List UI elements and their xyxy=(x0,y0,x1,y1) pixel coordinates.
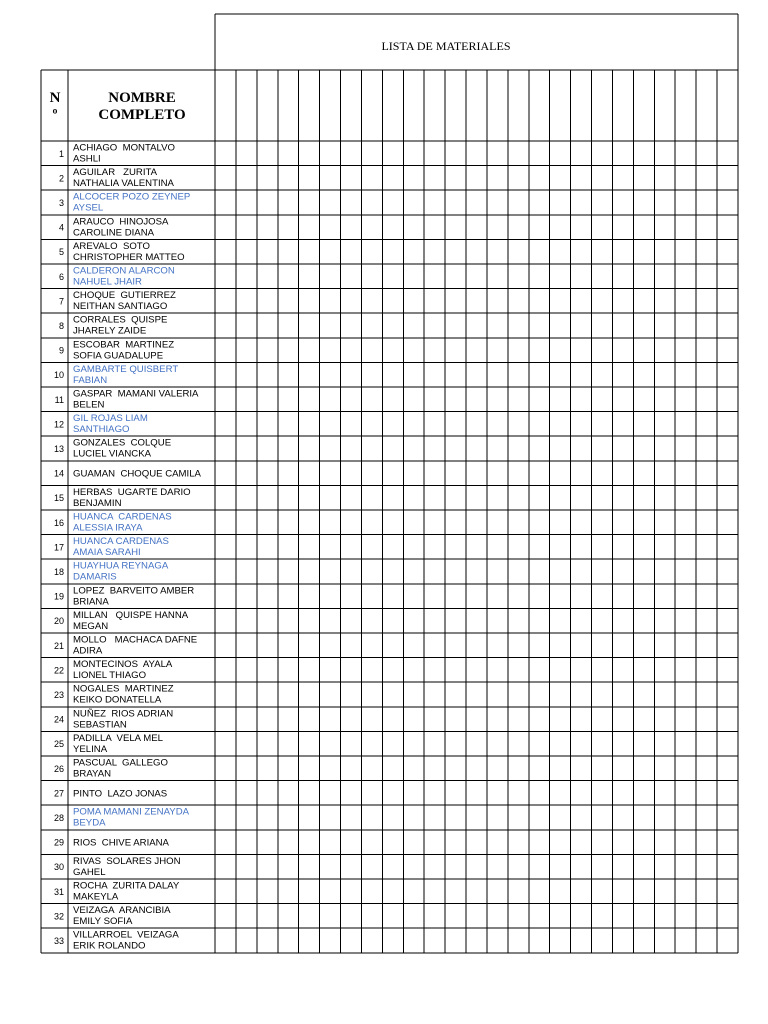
row-number: 24 xyxy=(53,714,64,725)
table-row xyxy=(54,635,197,657)
student-name-line1: HERBAS UGARTE DARIO xyxy=(73,486,191,498)
table-row xyxy=(54,881,180,903)
table-row xyxy=(54,438,171,460)
table-row xyxy=(54,585,194,607)
table-row xyxy=(54,469,202,480)
student-name-line1: HUAYHUA REYNAGA xyxy=(73,560,169,572)
number-header-line1: N xyxy=(49,90,61,106)
student-name-line1: GIL ROJAS LIAM xyxy=(73,413,148,425)
student-name-line2: AMAIA SARAHI xyxy=(73,547,141,559)
table-row xyxy=(54,788,167,799)
table-row xyxy=(54,610,189,632)
table-row xyxy=(59,339,174,361)
student-name-line2: ERIK ROLANDO xyxy=(73,940,146,952)
student-name-line1: MOLLO MACHACA DAFNE xyxy=(73,634,198,646)
row-number: 18 xyxy=(53,567,64,577)
table-row xyxy=(55,389,199,411)
student-name: RIOS CHIVE ARIANA xyxy=(73,837,169,849)
table-row xyxy=(54,512,172,534)
student-name-line2: MEGAN xyxy=(73,620,109,632)
student-name-line1: GAMBARTE QUISBERT xyxy=(73,363,179,375)
student-name: PINTO LAZO JONAS xyxy=(73,788,168,800)
table-row xyxy=(59,266,175,288)
student-name-line2: YELINA xyxy=(73,743,108,755)
row-number: 13 xyxy=(53,444,64,454)
row-number: 8 xyxy=(58,321,64,331)
student-name-line1: ROCHA ZURITA DALAY xyxy=(73,880,180,892)
student-name-line1: HUANCA CARDENAS xyxy=(73,536,169,548)
student-name-line1: HUANCA CARDENAS xyxy=(73,511,172,523)
table-row xyxy=(54,708,173,730)
table-row xyxy=(54,536,169,558)
student-name-line1: PADILLA VELA MEL xyxy=(73,732,163,744)
student-name-line2: ALESSIA IRAYA xyxy=(73,522,143,534)
table-row xyxy=(54,659,173,681)
number-header-line2: º xyxy=(52,107,58,123)
row-number: 6 xyxy=(58,271,64,282)
student-name-line1: POMA MAMANI ZENAYDA xyxy=(73,806,190,818)
student-name-line2: SOFIA GUADALUPE xyxy=(73,350,164,362)
row-number: 31 xyxy=(53,886,64,897)
student-name: GUAMAN CHOQUE CAMILA xyxy=(73,468,201,480)
row-number: 22 xyxy=(53,665,64,676)
student-name-line2: CHRISTOPHER MATTEO xyxy=(73,251,185,263)
student-name-line2: BEYDA xyxy=(73,817,106,829)
student-name-line2: BRAYAN xyxy=(73,768,112,780)
row-number: 15 xyxy=(53,493,64,504)
row-number: 29 xyxy=(53,837,64,848)
row-number: 33 xyxy=(53,936,64,946)
row-number: 30 xyxy=(53,862,64,873)
student-name-line1: AGUILAR ZURITA xyxy=(73,167,158,179)
table-row xyxy=(54,487,191,509)
row-number: 14 xyxy=(53,468,64,479)
table-row xyxy=(54,733,164,755)
table-row xyxy=(54,758,168,780)
row-number: 20 xyxy=(53,616,64,627)
student-name-line1: ARAUCO HINOJOSA xyxy=(73,216,169,228)
student-name-line1: NUÑEZ RIOS ADRIAN xyxy=(73,708,174,720)
row-number: 3 xyxy=(58,198,64,208)
student-name-line1: MONTECINOS AYALA xyxy=(73,659,173,671)
student-name-line1: CALDERON ALARCON xyxy=(73,265,175,277)
row-number: 2 xyxy=(58,173,64,184)
student-name-line1: LOPEZ BARVEITO AMBER xyxy=(73,585,195,597)
student-name-line2: ADIRA xyxy=(73,645,103,657)
student-name-line2: AYSEL xyxy=(73,202,104,214)
student-name-line2: CAROLINE DIANA xyxy=(73,227,155,239)
student-name-line2: BENJAMIN xyxy=(73,497,122,509)
student-name-line1: CHOQUE GUTIERREZ xyxy=(73,290,176,302)
table-row xyxy=(59,192,190,214)
table-row xyxy=(59,290,176,312)
table-row xyxy=(54,807,190,829)
table-row xyxy=(54,364,178,386)
name-header-line1: NOMBRE xyxy=(108,90,176,106)
row-number: 28 xyxy=(53,813,64,823)
student-name-line1: GONZALES COLQUE xyxy=(73,437,172,449)
row-number: 4 xyxy=(58,222,64,233)
student-name-line2: BRIANA xyxy=(73,596,109,608)
student-name-line2: NEITHAN SANTIAGO xyxy=(73,301,168,313)
row-number: 12 xyxy=(53,419,64,430)
table-row xyxy=(54,930,179,952)
table-row xyxy=(59,315,167,337)
student-name-line1: AREVALO SOTO xyxy=(73,240,150,252)
student-name-line2: KEIKO DONATELLA xyxy=(73,694,162,706)
row-number: 19 xyxy=(53,591,64,602)
table-row xyxy=(59,143,175,165)
student-name-line2: FABIAN xyxy=(73,374,108,386)
student-name-line2: SANTHIAGO xyxy=(73,424,130,436)
table-row xyxy=(59,167,175,189)
student-name-line2: EMILY SOFIA xyxy=(73,916,133,928)
table-row xyxy=(54,561,169,583)
student-name-line2: ASHLI xyxy=(73,153,101,165)
row-number: 7 xyxy=(58,296,64,307)
row-number: 16 xyxy=(53,517,64,528)
student-name-line2: JHARELY ZAIDE xyxy=(73,325,147,337)
student-name-line1: RIVAS SOLARES JHON xyxy=(73,855,181,867)
student-name-line2: NAHUEL JHAIR xyxy=(73,276,142,288)
row-number: 17 xyxy=(53,542,64,553)
row-number: 5 xyxy=(58,247,64,258)
row-number: 21 xyxy=(53,640,64,651)
row-number: 25 xyxy=(53,739,64,750)
student-name-line1: VILLARROEL VEIZAGA xyxy=(73,929,179,941)
row-number: 26 xyxy=(53,763,64,774)
table-row xyxy=(54,684,174,706)
row-number: 27 xyxy=(53,788,64,799)
table-row xyxy=(54,856,181,878)
student-name-line1: NOGALES MARTINEZ xyxy=(73,683,174,695)
student-name-line2: GAHEL xyxy=(73,866,106,878)
name-header-line2: COMPLETO xyxy=(98,107,186,123)
student-name-line1: ESCOBAR MARTINEZ xyxy=(73,339,175,351)
student-name-line2: DAMARIS xyxy=(73,571,117,583)
table-row xyxy=(54,838,170,849)
student-name-line2: NATHALIA VALENTINA xyxy=(73,178,174,190)
student-name-line1: PASCUAL GALLEGO xyxy=(73,757,168,769)
student-name-line2: LUCIEL VIANCKA xyxy=(73,448,152,460)
student-name-line1: GASPAR MAMANI VALERIA xyxy=(73,388,199,400)
student-name-line1: MILLAN QUISPE HANNA xyxy=(73,609,189,621)
student-name-line2: BELEN xyxy=(73,399,105,411)
row-number: 9 xyxy=(58,345,64,356)
table-row xyxy=(59,241,185,263)
student-name-line1: VEIZAGA ARANCIBIA xyxy=(73,905,171,917)
student-name-line1: ACHIAGO MONTALVO xyxy=(73,142,175,154)
page-title: LISTA DE MATERIALES xyxy=(381,39,511,53)
row-number: 11 xyxy=(54,394,64,405)
row-number: 23 xyxy=(53,690,64,700)
table-row xyxy=(59,216,169,238)
row-number: 10 xyxy=(53,370,64,381)
student-name-line2: LIONEL THIAGO xyxy=(73,670,147,682)
student-name-line1: ALCOCER POZO ZEYNEP xyxy=(73,191,191,203)
student-name-line2: SEBASTIAN xyxy=(73,719,127,731)
row-number: 1 xyxy=(58,148,64,159)
student-name-line1: CORRALES QUISPE xyxy=(73,314,168,326)
student-name-line2: MAKEYLA xyxy=(73,891,119,903)
table-row xyxy=(54,905,171,927)
row-number: 32 xyxy=(53,911,64,922)
